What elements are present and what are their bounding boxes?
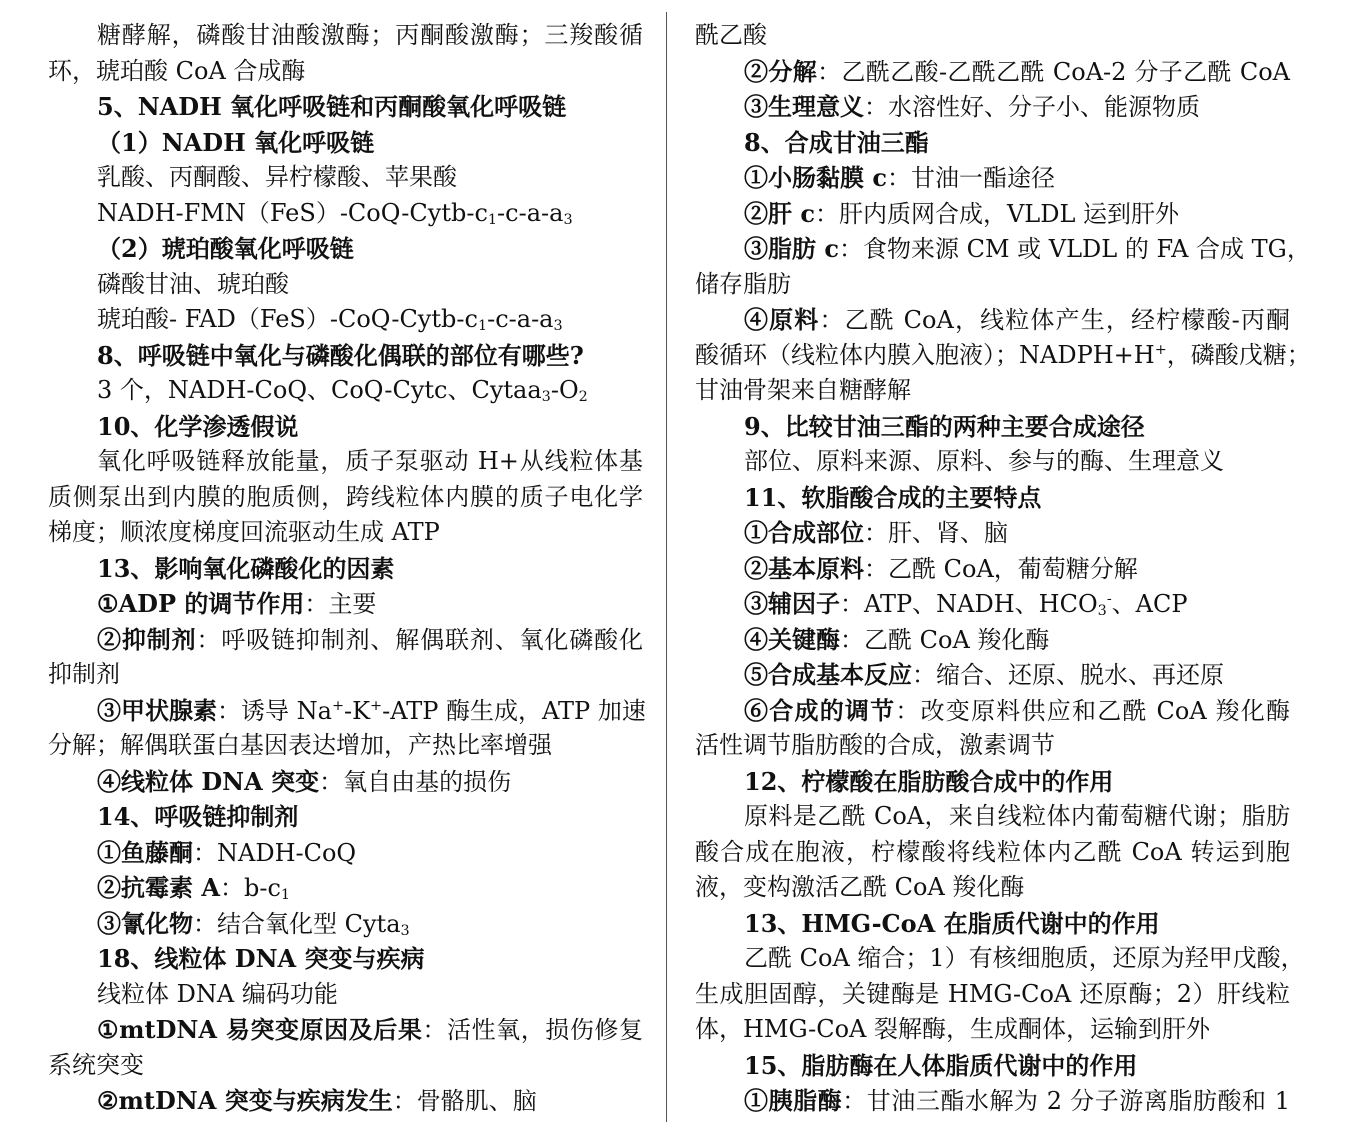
section-heading xyxy=(48,125,643,161)
text-run: 质侧泵出到内膜的胞质侧，跨线粒体内膜的质子电化学 xyxy=(48,482,643,511)
text-line xyxy=(695,1012,1290,1048)
subscript: 1 xyxy=(280,887,291,904)
text-line xyxy=(48,302,643,338)
text-run: 分解；解偶联蛋白基因表达增加，产热比率增强 xyxy=(48,731,552,759)
text-run: ：乙酰乙酸-乙酰乙酰 CoA-2 分子乙酰 CoA xyxy=(817,57,1291,86)
text-run: 抑制剂 xyxy=(48,660,120,688)
item-label: ③生理意义 xyxy=(744,92,864,121)
heading-text: 5、NADH 氧化呼吸链和丙酮酸氧化呼吸链 xyxy=(97,92,567,121)
heading-text: 8、合成甘油三酯 xyxy=(744,127,929,157)
paragraph xyxy=(695,480,1290,516)
paragraph xyxy=(48,835,643,871)
heading-text: 9、比较甘油三酯的两种主要合成途径 xyxy=(744,411,1145,441)
item-label: ②分解 xyxy=(744,56,818,86)
text-run: -K xyxy=(344,696,371,725)
superscript: + xyxy=(1154,341,1167,358)
item-label: ②抑制剂 xyxy=(97,624,197,654)
text-line xyxy=(48,1083,643,1119)
superscript: - xyxy=(1106,591,1112,608)
paragraph xyxy=(695,160,1290,196)
text-line xyxy=(48,728,643,764)
heading-text: 14、呼吸链抑制剂 xyxy=(97,802,299,831)
text-line xyxy=(695,444,1290,480)
item-label: ①mtDNA 易突变原因及后果 xyxy=(97,1015,423,1044)
paragraph xyxy=(48,89,643,125)
section-heading xyxy=(48,551,643,587)
text-line xyxy=(695,18,1290,54)
heading-text: （1）NADH 氧化呼吸链 xyxy=(97,127,375,157)
section-heading xyxy=(48,941,643,977)
subscript: 3 xyxy=(563,211,573,228)
heading-text: 8、呼吸链中氧化与磷酸化偶联的部位有哪些? xyxy=(97,340,584,370)
heading-text: 11、软脂酸合成的主要特点 xyxy=(744,482,1042,512)
paragraph xyxy=(695,196,1290,232)
text-run: ：NADH-CoQ xyxy=(193,838,357,867)
text-line xyxy=(48,586,643,622)
text-line xyxy=(48,196,643,232)
section-heading xyxy=(695,480,1290,516)
text-line xyxy=(48,54,643,90)
section-heading xyxy=(48,89,643,125)
item-label: ①ADP 的调节作用 xyxy=(97,589,305,618)
text-run: ：肝、肾、脑 xyxy=(864,519,1008,547)
subscript: 1 xyxy=(477,318,488,335)
item-label: ①胰脂酶 xyxy=(744,1086,843,1115)
text-run: ：甘油一酯途径 xyxy=(886,164,1055,192)
heading-text: 12、柠檬酸在脂肪酸合成中的作用 xyxy=(744,766,1114,796)
text-run: -c-a-a xyxy=(487,305,554,333)
paragraph xyxy=(695,231,1311,302)
paragraph xyxy=(695,622,1290,658)
text-line xyxy=(48,977,643,1013)
subscript: 1 xyxy=(487,211,498,228)
text-run: ：呼吸链抑制剂、解偶联剂、氧化磷酸化 xyxy=(196,625,644,654)
text-line xyxy=(48,444,643,480)
text-run: ：结合氧化型 Cyta xyxy=(193,909,401,938)
text-run: 、ACP xyxy=(1111,590,1188,618)
text-run: 琥珀酸- FAD（FeS）-CoQ-Cytb-c xyxy=(97,305,478,333)
superscript: + xyxy=(331,697,344,714)
item-label: ①鱼藤酮 xyxy=(97,837,193,867)
item-label: ②基本原料 xyxy=(744,553,864,583)
paragraph xyxy=(48,1083,643,1119)
text-line xyxy=(695,977,1290,1013)
left-column xyxy=(48,18,646,1120)
superscript: + xyxy=(370,697,383,714)
paragraph xyxy=(48,1012,643,1083)
item-label: ⑥合成的调节 xyxy=(744,695,896,725)
paragraph xyxy=(695,409,1290,445)
paragraph xyxy=(695,125,1290,161)
heading-text: （2）琥珀酸氧化呼吸链 xyxy=(97,234,354,263)
text-run: 乙酰 CoA 缩合；1）有核细胞质，还原为羟甲戊酸， xyxy=(744,944,1305,972)
text-line xyxy=(48,835,643,871)
subscript: 3 xyxy=(553,318,563,335)
text-run: 乳酸、丙酮酸、异柠檬酸、苹果酸 xyxy=(97,163,457,191)
text-line xyxy=(48,480,643,516)
paragraph xyxy=(695,89,1290,125)
paragraph xyxy=(695,1083,1290,1119)
text-run: 氧化呼吸链释放能量，质子泵驱动 H+从线粒体基 xyxy=(97,447,643,475)
text-run: ：ATP、NADH、HCO xyxy=(840,590,1098,618)
section-heading xyxy=(695,1048,1290,1084)
text-line xyxy=(48,160,643,196)
column-divider xyxy=(666,12,667,1122)
text-run: 环，琥珀酸 CoA 合成酶 xyxy=(48,56,306,85)
paragraph xyxy=(695,799,1290,906)
item-label: ①合成部位 xyxy=(744,518,864,547)
text-run: 部位、原料来源、原料、参与的酶、生理意义 xyxy=(744,447,1224,475)
text-run: ：诱导 Na xyxy=(217,696,332,725)
text-line xyxy=(48,18,643,54)
right-column xyxy=(695,18,1311,1120)
paragraph xyxy=(695,693,1290,764)
text-line xyxy=(695,89,1290,125)
paragraph xyxy=(695,1048,1290,1084)
paragraph xyxy=(48,18,643,89)
paragraph xyxy=(48,764,643,800)
paragraph xyxy=(48,267,643,303)
text-run: -O xyxy=(550,376,579,404)
text-run: ：甘油三酯水解为 2 分子游离脂肪酸和 1 xyxy=(842,1087,1290,1115)
text-line xyxy=(48,622,643,658)
text-line xyxy=(695,835,1290,871)
subscript: 3 xyxy=(1097,603,1107,620)
text-line xyxy=(695,338,1311,374)
text-line xyxy=(48,657,643,693)
section-heading xyxy=(695,906,1290,942)
item-label: ③脂肪 c xyxy=(744,234,839,263)
text-run: ：肝内质网合成，VLDL 运到肝外 xyxy=(814,199,1180,228)
heading-text: 13、HMG-CoA 在脂质代谢中的作用 xyxy=(744,908,1160,938)
paragraph xyxy=(695,941,1305,1048)
text-run: -c-a-a xyxy=(497,198,564,227)
paragraph xyxy=(48,693,646,764)
text-line xyxy=(695,160,1290,196)
text-run: 3 个，NADH-CoQ、CoQ-Cytc、Cytaa xyxy=(97,376,542,404)
text-run: 甘油骨架来自糖酵解 xyxy=(695,376,911,404)
section-heading xyxy=(48,409,643,445)
section-heading xyxy=(48,338,643,374)
text-run: NADH-FMN（FeS）-CoQ-Cytb-c xyxy=(97,198,488,227)
paragraph xyxy=(695,906,1290,942)
text-line xyxy=(48,693,646,729)
paragraph xyxy=(48,231,643,267)
heading-text: 13、影响氧化磷酸化的因素 xyxy=(97,553,395,583)
text-run: 酰乙酸 xyxy=(695,21,767,49)
paragraph xyxy=(48,160,643,196)
text-run: 糖酵解，磷酸甘油酸激酶；丙酮酸激酶；三羧酸循 xyxy=(97,21,643,49)
text-run: 酸循环（线粒体内膜入胞液）；NADPH+H xyxy=(695,340,1155,369)
text-line xyxy=(48,515,643,551)
item-label: ③甲状腺素 xyxy=(97,695,217,725)
text-line xyxy=(48,870,643,906)
section-heading xyxy=(695,764,1290,800)
heading-text: 18、线粒体 DNA 突变与疾病 xyxy=(97,944,425,973)
text-run: ：缩合、还原、脱水、再还原 xyxy=(912,661,1224,689)
text-line xyxy=(695,54,1290,90)
item-label: ②抗霉素 A xyxy=(97,873,220,902)
heading-text: 10、化学渗透假说 xyxy=(97,411,299,441)
text-line xyxy=(695,657,1290,693)
item-label: ③辅因子 xyxy=(744,589,840,618)
paragraph xyxy=(48,338,643,374)
text-line xyxy=(695,515,1290,551)
text-line xyxy=(695,1083,1290,1119)
text-line xyxy=(695,728,1290,764)
item-label: ④线粒体 DNA 突变 xyxy=(97,766,320,796)
text-run: 线粒体 DNA 编码功能 xyxy=(97,979,338,1008)
text-run: 液，变构激活乙酰 CoA 羧化酶 xyxy=(695,873,1025,901)
paragraph xyxy=(695,764,1290,800)
paragraph xyxy=(695,54,1290,90)
text-line xyxy=(48,267,643,303)
text-run: 生成胆固醇，关键酶是 HMG-CoA 还原酶；2）肝线粒 xyxy=(695,979,1290,1008)
text-line xyxy=(695,870,1290,906)
item-label: ④关键酶 xyxy=(744,624,840,654)
text-run: ：改变原料供应和乙酰 CoA 羧化酶 xyxy=(895,696,1291,725)
text-run: ：氧自由基的损伤 xyxy=(319,767,512,796)
subscript: 3 xyxy=(541,389,551,406)
paragraph xyxy=(695,444,1290,480)
paragraph xyxy=(48,373,643,409)
item-label: ②mtDNA 突变与疾病发生 xyxy=(97,1086,393,1115)
item-label: ②肝 c xyxy=(744,198,815,228)
paragraph xyxy=(695,551,1290,587)
text-run: ：食物来源 CM 或 VLDL 的 FA 合成 TG， xyxy=(838,235,1311,263)
paragraph xyxy=(695,18,1290,54)
section-heading xyxy=(695,409,1290,445)
item-label: ①小肠黏膜 c xyxy=(744,163,887,192)
text-line xyxy=(695,267,1290,303)
item-label: ④原料 xyxy=(744,305,820,334)
paragraph xyxy=(695,657,1290,693)
paragraph xyxy=(48,125,643,161)
text-line xyxy=(695,373,1290,409)
text-line xyxy=(695,551,1290,587)
section-heading xyxy=(48,799,643,835)
text-line xyxy=(48,764,643,800)
text-run: ：乙酰 CoA 羧化酶 xyxy=(840,625,1050,654)
paragraph xyxy=(48,870,643,906)
text-run: ：活性氧，损伤修复 xyxy=(422,1016,643,1044)
text-run: 体，HMG-CoA 裂解酶，生成酮体，运输到肝外 xyxy=(695,1015,1211,1043)
paragraph xyxy=(48,799,643,835)
text-line xyxy=(695,586,1290,622)
text-line xyxy=(48,373,643,409)
paragraph xyxy=(695,586,1290,622)
text-run: ：主要 xyxy=(304,590,377,618)
text-line xyxy=(695,196,1290,232)
text-run: 储存脂肪 xyxy=(695,269,791,298)
text-line xyxy=(695,231,1311,267)
text-line xyxy=(48,1012,643,1048)
paragraph xyxy=(48,977,643,1013)
text-run: ：乙酰 CoA，线粒体产生，经柠檬酸-丙酮 xyxy=(819,306,1290,334)
paragraph xyxy=(695,515,1290,551)
text-line xyxy=(695,693,1290,729)
text-run: 梯度；顺浓度梯度回流驱动生成 ATP xyxy=(48,518,440,546)
paragraph xyxy=(48,906,643,942)
text-line xyxy=(695,799,1290,835)
item-label: ⑤合成基本反应 xyxy=(744,660,912,689)
heading-text: 15、脂肪酶在人体脂质代谢中的作用 xyxy=(744,1050,1138,1080)
text-line xyxy=(695,622,1290,658)
text-run: 原料是乙酰 CoA，来自线粒体内葡萄糖代谢；脂肪 xyxy=(744,802,1290,830)
text-run: 系统突变 xyxy=(48,1050,144,1079)
text-line xyxy=(48,1048,643,1084)
paragraph xyxy=(48,409,643,445)
text-run: ：骨骼肌、脑 xyxy=(392,1087,537,1115)
text-run: 酸合成在胞液，柠檬酸将线粒体内乙酰 CoA 转运到胞 xyxy=(695,837,1290,866)
text-run: -ATP 酶生成，ATP 加速 xyxy=(382,696,646,725)
paragraph xyxy=(48,622,643,693)
text-line xyxy=(48,906,643,942)
section-heading xyxy=(695,125,1290,161)
subscript: 2 xyxy=(578,389,588,406)
paragraph xyxy=(48,941,643,977)
paragraph xyxy=(48,302,643,338)
item-label: ③氰化物 xyxy=(97,908,193,938)
text-run: ：水溶性好、分子小、能源物质 xyxy=(864,93,1200,121)
text-run: ：乙酰 CoA，葡萄糖分解 xyxy=(864,554,1138,583)
text-run: ，磷酸戊糖； xyxy=(1166,340,1311,369)
paragraph xyxy=(48,586,643,622)
section-heading xyxy=(48,231,643,267)
text-run: 磷酸甘油、琥珀酸 xyxy=(97,269,289,298)
paragraph xyxy=(48,551,643,587)
text-line xyxy=(695,941,1305,977)
text-run: ：b-c xyxy=(219,874,281,902)
paragraph xyxy=(695,302,1311,409)
paragraph xyxy=(48,444,643,551)
subscript: 3 xyxy=(400,922,410,939)
text-run: 活性调节脂肪酸的合成，激素调节 xyxy=(695,731,1055,759)
paragraph xyxy=(48,196,643,232)
text-line xyxy=(695,302,1290,338)
